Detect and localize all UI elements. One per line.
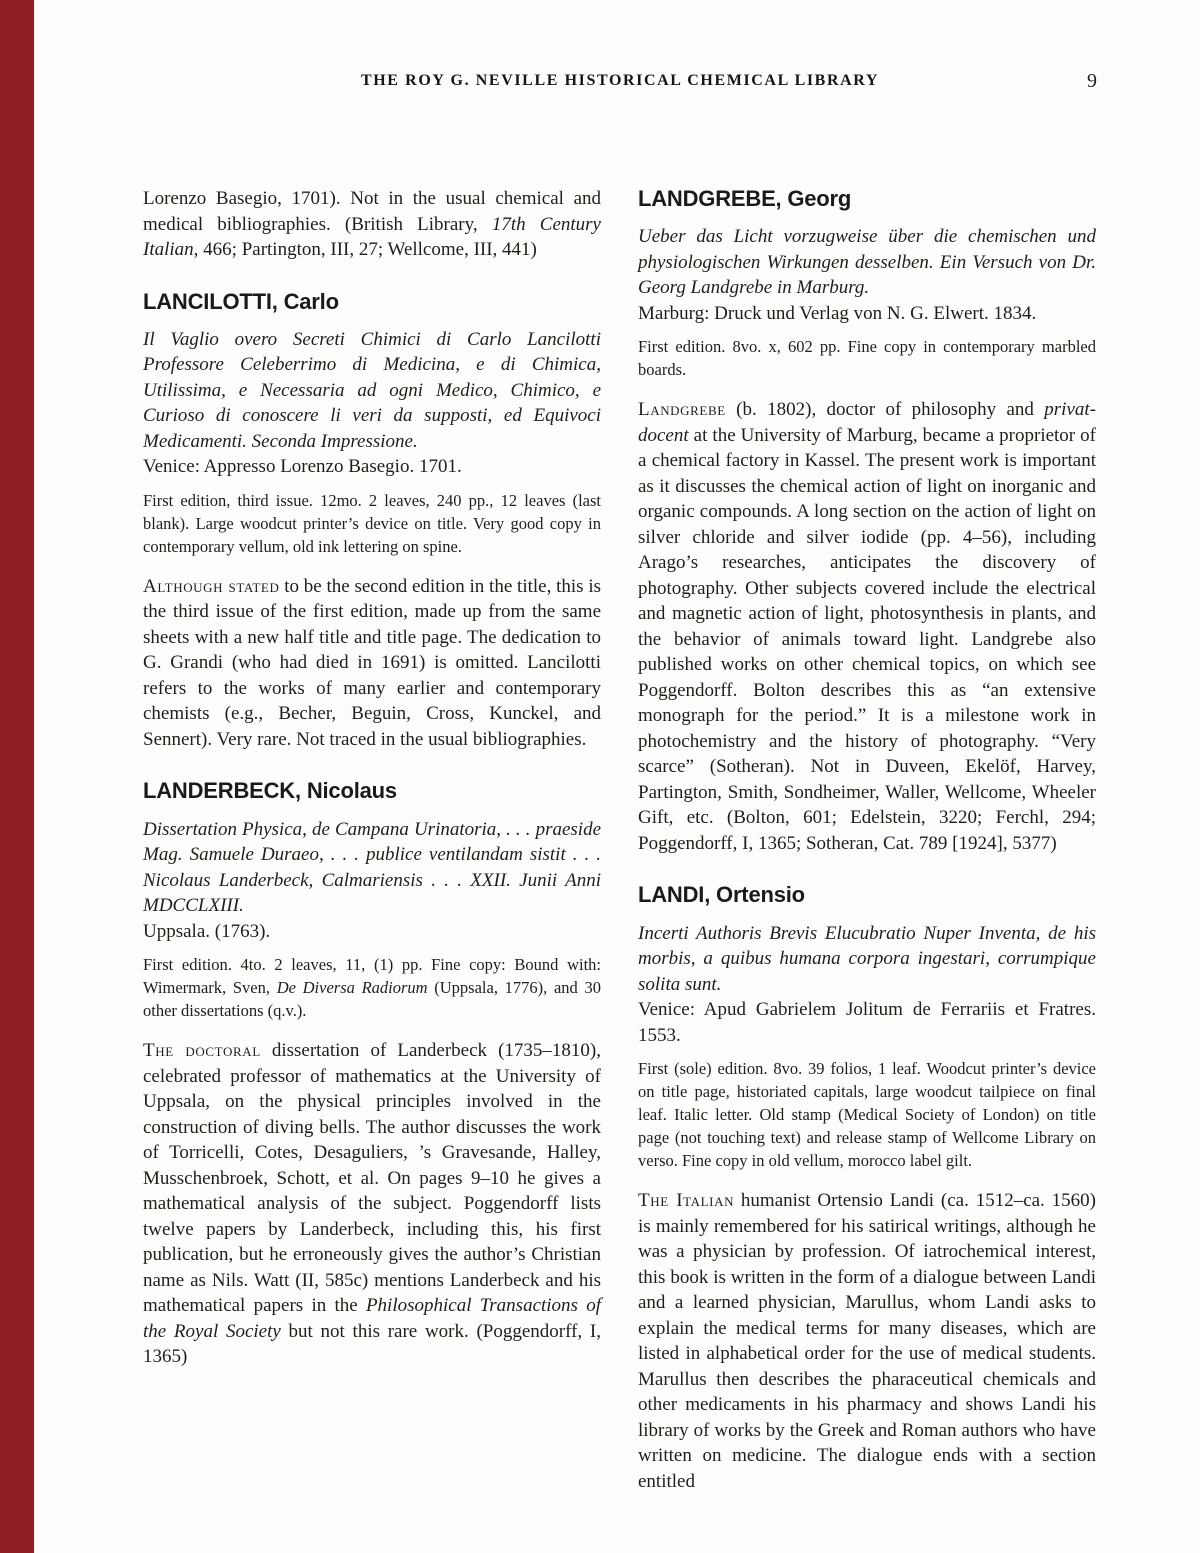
right-column bbox=[638, 186, 1096, 1502]
entry-title bbox=[638, 921, 1096, 1049]
entry-title bbox=[638, 224, 1096, 326]
text-run-lead: Landgrebe bbox=[638, 399, 726, 421]
text-run-roman: (b. 1802), doctor of philosophy and bbox=[725, 399, 1045, 421]
text-run-italic: privat-docent bbox=[638, 399, 1096, 446]
entry-imprint: Venice: Appresso Lorenzo Basegio. 1701. bbox=[143, 456, 462, 478]
entry-body-paragraph bbox=[638, 1188, 1096, 1494]
text-run-roman: to be the second edition in the title, this is the third issue of the first edition, made up from the same sheets with a new half title and title page. The dedication to G. Grandi (who had died in 1691) is omitted. Lancilotti refers to the works of many earlier and contemporary chemists (e.g., Becher, Beguin, Cross, Kunckel, and Sennert). Very rare. Not traced in the usual bibliographies. bbox=[143, 575, 601, 750]
entry-heading: LANDGREBE, Georg bbox=[638, 186, 852, 211]
running-head-title: THE ROY G. NEVILLE HISTORICAL CHEMICAL LIBRARY bbox=[360, 72, 880, 89]
entry-title bbox=[143, 327, 601, 480]
entry-title-text: Incerti Authoris Brevis Elucubratio Nuper Inventa, de his morbis, a quibus humana corpora ingestari, corrumpique solita sunt. bbox=[638, 922, 1096, 995]
text-run-roman: First edition. 8vo. x, 602 pp. Fine copy in contemporary marbled boards. bbox=[638, 337, 1096, 380]
entry-title bbox=[143, 817, 601, 945]
text-run-roman: Lorenzo Basegio, 1701). Not in the usual chemical and medical bibliographies. (British Library, bbox=[143, 188, 601, 235]
entry-heading: LANDERBECK, Nicolaus bbox=[143, 778, 397, 804]
text-run-lead: Although stated bbox=[143, 575, 280, 597]
text-run-roman: dissertation of Landerbeck (1735–1810), celebrated professor of mathematics at the University of Uppsala, on the physical principles involved in the construction of diving bells. The author discusses the work of Torricelli, Cotes, Desaguliers, ’s Gravesande, Halley, Musschenbroek, Schott, et al. On pages 9–10 he gives a mathematical analysis of the subject. Poggendorff lists twelve papers by Landerbeck, including this, his first publication, but he erroneously gives the author’s Christian name as Nils. Watt (II, 585c) mentions Landerbeck and his mathematical papers in the bbox=[143, 1040, 601, 1317]
entry-title-text: Dissertation Physica, de Campana Urinatoria, . . . praeside Mag. Samuele Duraeo, . . . publice ventilandam sistit . . . Nicolaus Landerbeck, Calmariensis . . . XXII. Junii Anni MDCCLXIII. bbox=[143, 818, 601, 917]
text-run-roman: First edition. 4to. 2 leaves, 11, (1) pp. Fine copy: Bound with: Wimermark, Sven, bbox=[143, 955, 601, 998]
entry-note bbox=[638, 1057, 1096, 1172]
entry-body-paragraph bbox=[143, 574, 601, 753]
text-run-italic: 17th Century Italian, bbox=[143, 213, 601, 260]
entry-imprint: Uppsala. (1763). bbox=[143, 920, 271, 942]
text-run-roman: First edition, third issue. 12mo. 2 leaves, 240 pp., 12 leaves (last blank). Large woodcut printer’s device on title. Very good copy in contemporary vellum, old ink lettering on spine. bbox=[143, 490, 601, 556]
entry-note bbox=[638, 335, 1096, 381]
page-header bbox=[143, 72, 1097, 98]
entry-body-paragraph bbox=[143, 186, 601, 263]
page-number: 9 bbox=[1087, 70, 1097, 92]
text-run-roman: at the University of Marburg, became a proprietor of a chemical factory in Kassel. The present work is important as it discusses the chemical action of light on inorganic and organic compounds. A long section on the action of light on silver chloride and silver iodide (pp. 4–56), including Arago’s researches, anticipates the discovery of photography. Other subjects covered include the electrical and magnetic action of light, photosynthesis in plants, and the behavior of animals toward light. Landgrebe also published works on other chemical topics, on which see Poggendorff. Bolton describes this as “an extensive monograph for the period.” It is a milestone work in photochemistry and the history of photography. “Very scarce” (Sotheran). Not in Duveen, Ekelöf, Harvey, Partington, Smith, Sondheimer, Waller, Wellcome, Wheeler Gift, etc. (Bolton, 601; Edelstein, 3220; Ferchl, 294; Poggendorff, I, 1365; Sotheran, Cat. 789 [1924], 5377) bbox=[638, 424, 1096, 854]
text-run-roman: First (sole) edition. 8vo. 39 folios, 1 leaf. Woodcut printer’s device on title page, historiated capitals, large woodcut tailpiece on final leaf. Italic letter. Old stamp (Medical Society of London) on title page (not touching text) and release stamp of Wellcome Library on verso. Fine copy in old vellum, morocco label gilt. bbox=[638, 1059, 1096, 1171]
text-run-roman: but not this rare work. (Poggendorff, I, 1365) bbox=[143, 1320, 601, 1368]
entry-heading: LANDI, Ortensio bbox=[638, 882, 805, 908]
left-column bbox=[143, 186, 601, 1502]
text-run-italic: Philosophical Transactions of the Royal Society bbox=[143, 1295, 601, 1342]
text-columns bbox=[143, 186, 1097, 1502]
page-content bbox=[143, 72, 1097, 1502]
text-run-lead: The Italian bbox=[638, 1190, 735, 1212]
entry-body-paragraph bbox=[143, 1038, 601, 1370]
entry-imprint: Venice: Apud Gabrielem Jolitum de Ferrariis et Fratres. 1553. bbox=[638, 999, 1096, 1046]
entry-note bbox=[143, 953, 601, 1022]
text-run-italic: De Diversa Radiorum bbox=[276, 978, 428, 998]
text-run-lead: The doctoral bbox=[143, 1040, 261, 1062]
entry-title-text: Ueber das Licht vorzugweise über die chemischen und physiologischen Wirkungen desselben. Ein Versuch von Dr. Georg Landgrebe in Marburg. bbox=[638, 226, 1096, 299]
entry-body-paragraph bbox=[638, 397, 1096, 856]
entry-note bbox=[143, 489, 601, 558]
text-run-roman: 466; Partington, III, 27; Wellcome, III, 441) bbox=[198, 239, 537, 260]
book-edge-bar bbox=[0, 0, 34, 1553]
text-run-roman: humanist Ortensio Landi (ca. 1512–ca. 1560) is mainly remembered for his satirical writings, although he was a physician by profession. Of iatrochemical interest, this book is written in the form of a dialogue between Landi and a learned physician, Marullus, whom Landi asks to explain the medical terms for many diseases, which are listed in alphabetical order for the use of medical students. Marullus then describes the pharaceutical chemicals and other medicaments in his pharmacy and shows Landi his library of works by the Greek and Roman authors who have written on medicine. The dialogue ends with a section entitled bbox=[638, 1190, 1096, 1492]
entry-title-text: Il Vaglio overo Secreti Chimici di Carlo Lancilotti Professore Celeberrimo di Medicina, e di Chimica, Utilissima, e Necessaria ad ogni Medico, Chimico, e Curioso di conoscere li veri da supposti, ed Equivoci Medicamenti. Seconda Impressione. bbox=[143, 328, 601, 452]
entry-imprint: Marburg: Druck und Verlag von N. G. Elwert. 1834. bbox=[638, 302, 1037, 324]
text-run-roman: (Uppsala, 1776), and 30 other dissertations (q.v.). bbox=[143, 978, 601, 1021]
entry-heading: LANCILOTTI, Carlo bbox=[143, 288, 339, 314]
